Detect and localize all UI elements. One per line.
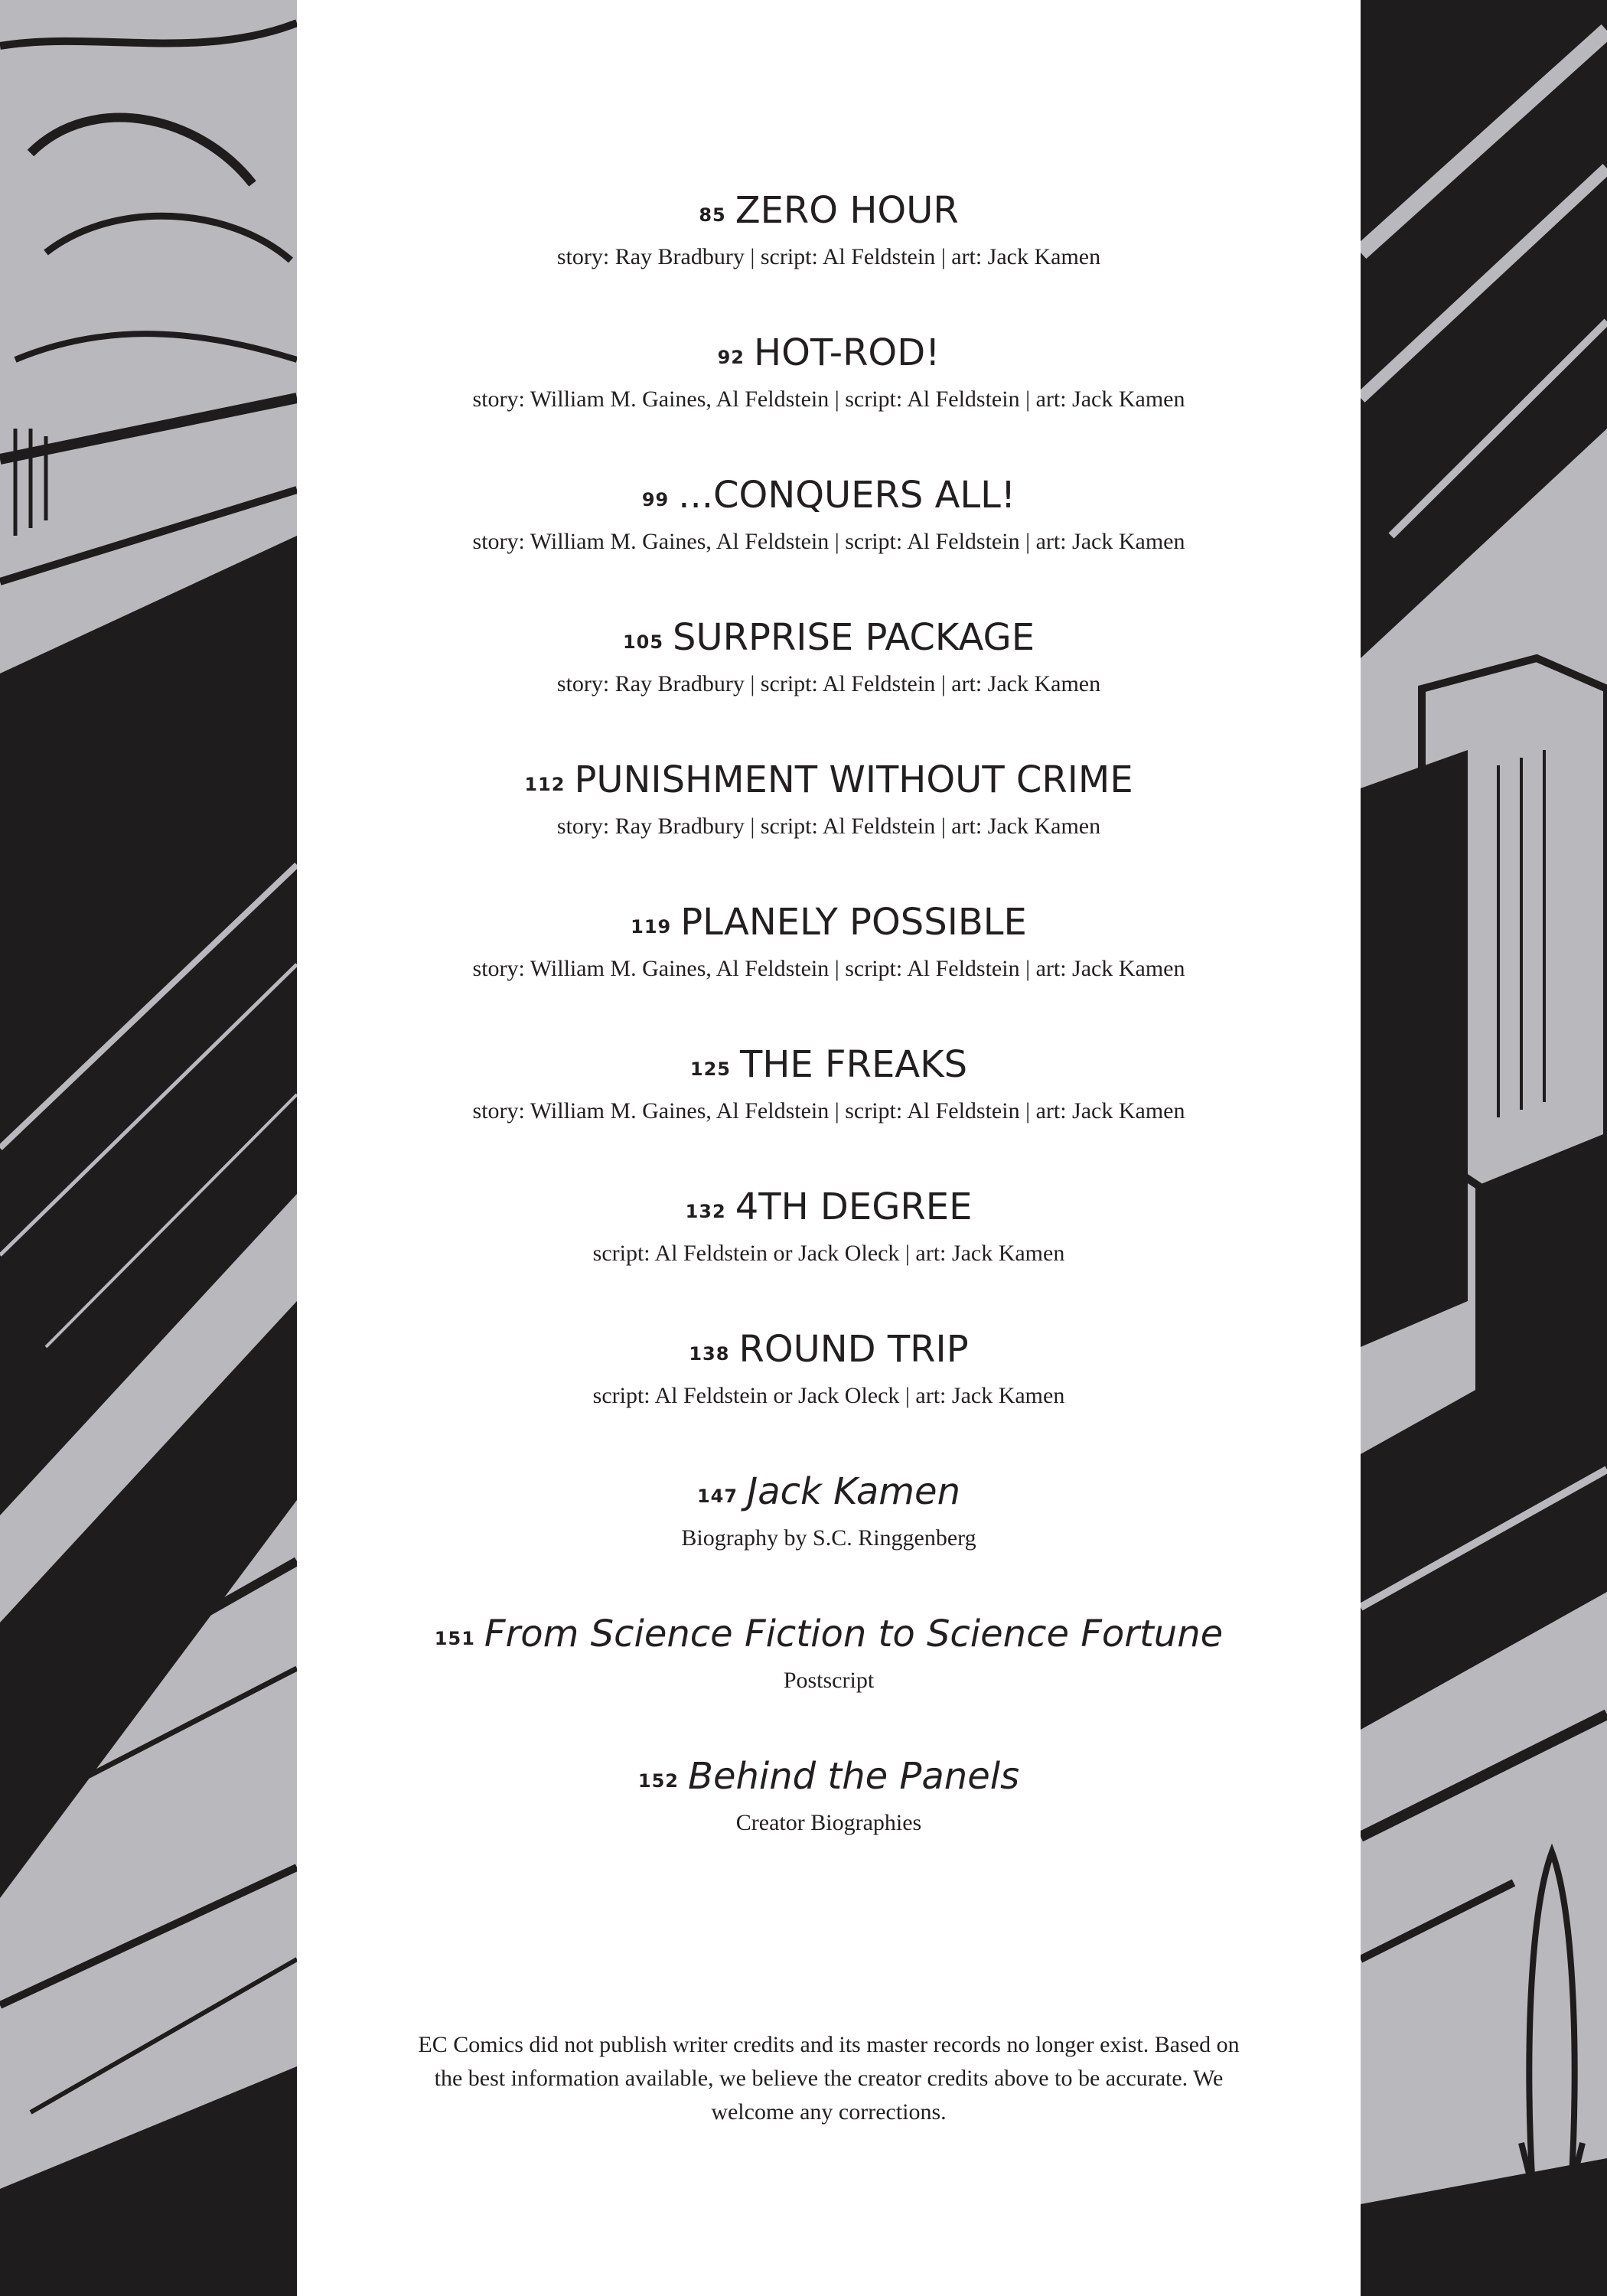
toc-credit: story: Ray Bradbury | script: Al Feldstein | art: Jack Kamen: [556, 814, 1101, 839]
toc-credit: story: William M. Gaines, Al Feldstein | script: Al Feldstein | art: Jack Kamen: [472, 529, 1185, 554]
toc-title: PLANELY POSSIBLE: [680, 901, 1027, 944]
toc-credit: story: William M. Gaines, Al Feldstein | script: Al Feldstein | art: Jack Kamen: [472, 386, 1185, 412]
toc-credit: story: Ray Bradbury | script: Al Feldstein | art: Jack Kamen: [556, 244, 1101, 269]
toc-page-number: 105: [622, 631, 664, 653]
toc-page-number: 85: [699, 204, 726, 226]
toc-title-line: [297, 1750, 1361, 1803]
toc-credit: script: Al Feldstein or Jack Oleck | art: Jack Kamen: [592, 1241, 1065, 1266]
toc-title: Jack Kamen: [747, 1470, 960, 1513]
toc-entry-science-fortune[interactable]: [297, 1607, 1361, 1750]
toc-page-number: 138: [689, 1343, 730, 1365]
toc-entry-4th-degree[interactable]: [297, 1180, 1361, 1322]
toc-credit: story: William M. Gaines, Al Feldstein | script: Al Feldstein | art: Jack Kamen: [472, 1098, 1185, 1124]
contents-page: [297, 0, 1361, 2296]
toc-title: From Science Fiction to Science Fortune: [484, 1613, 1224, 1655]
toc-title-line: [297, 184, 1361, 237]
toc-credit: story: Ray Bradbury | script: Al Feldstein | art: Jack Kamen: [556, 671, 1101, 696]
table-of-contents: [297, 184, 1361, 1892]
comic-art-left-icon: [0, 0, 297, 2296]
toc-title: HOT-ROD!: [753, 331, 940, 374]
comic-art-right-icon: [1361, 0, 1607, 2296]
toc-entry-hot-rod[interactable]: [297, 326, 1361, 468]
toc-title: SURPRISE PACKAGE: [673, 616, 1035, 659]
toc-page-number: 99: [641, 489, 670, 510]
toc-page-number: 119: [631, 916, 672, 938]
toc-entry-round-trip[interactable]: [297, 1322, 1361, 1465]
toc-title-line: [297, 1038, 1361, 1091]
toc-title-line: [297, 1180, 1361, 1234]
toc-title-line: [297, 326, 1361, 380]
toc-credit: Biography by S.C. Ringgenberg: [681, 1525, 976, 1551]
toc-title-line: [297, 753, 1361, 807]
toc-title: Behind the Panels: [688, 1755, 1020, 1798]
toc-entry-behind-the-panels[interactable]: [297, 1750, 1361, 1892]
toc-entry-surprise-package[interactable]: [297, 611, 1361, 753]
toc-entry-jack-kamen[interactable]: [297, 1465, 1361, 1607]
toc-title: 4TH DEGREE: [735, 1186, 973, 1228]
toc-entry-conquers-all[interactable]: [297, 468, 1361, 611]
toc-entry-zero-hour[interactable]: [297, 184, 1361, 326]
toc-credit: Creator Biographies: [735, 1810, 922, 1835]
toc-entry-the-freaks[interactable]: [297, 1038, 1361, 1180]
toc-title-line: [297, 1322, 1361, 1376]
toc-page-number: 125: [689, 1058, 732, 1080]
toc-page-number: 112: [524, 774, 566, 795]
toc-title-line: [297, 468, 1361, 522]
toc-title: PUNISHMENT WITHOUT CRIME: [574, 758, 1133, 801]
toc-title: THE FREAKS: [740, 1043, 968, 1086]
toc-page-number: 151: [434, 1628, 475, 1649]
toc-title: ...CONQUERS ALL!: [678, 474, 1016, 517]
toc-credit: story: William M. Gaines, Al Feldstein | script: Al Feldstein | art: Jack Kamen: [472, 956, 1185, 981]
toc-page-number: 147: [696, 1486, 738, 1507]
toc-credit: script: Al Feldstein or Jack Oleck | art: Jack Kamen: [592, 1383, 1065, 1408]
toc-entry-punishment-without-crime[interactable]: [297, 753, 1361, 895]
toc-title: ZERO HOUR: [735, 189, 959, 232]
toc-page-number: 152: [637, 1770, 680, 1792]
toc-title-line: [297, 1607, 1361, 1661]
toc-page-number: 132: [685, 1201, 726, 1222]
toc-page-number: 92: [717, 347, 745, 368]
toc-entry-planely-possible[interactable]: [297, 895, 1361, 1038]
toc-credit: Postscript: [783, 1668, 875, 1693]
credits-disclaimer: EC Comics did not publish writer credits and its master records no longer exist. Based on the best information available, we believe the creator credits above to be accurate. We welcome any corrections.: [418, 2032, 1240, 2125]
toc-title-line: [297, 611, 1361, 664]
toc-title: ROUND TRIP: [738, 1328, 969, 1371]
toc-title-line: [297, 1465, 1361, 1518]
toc-title-line: [297, 895, 1361, 949]
